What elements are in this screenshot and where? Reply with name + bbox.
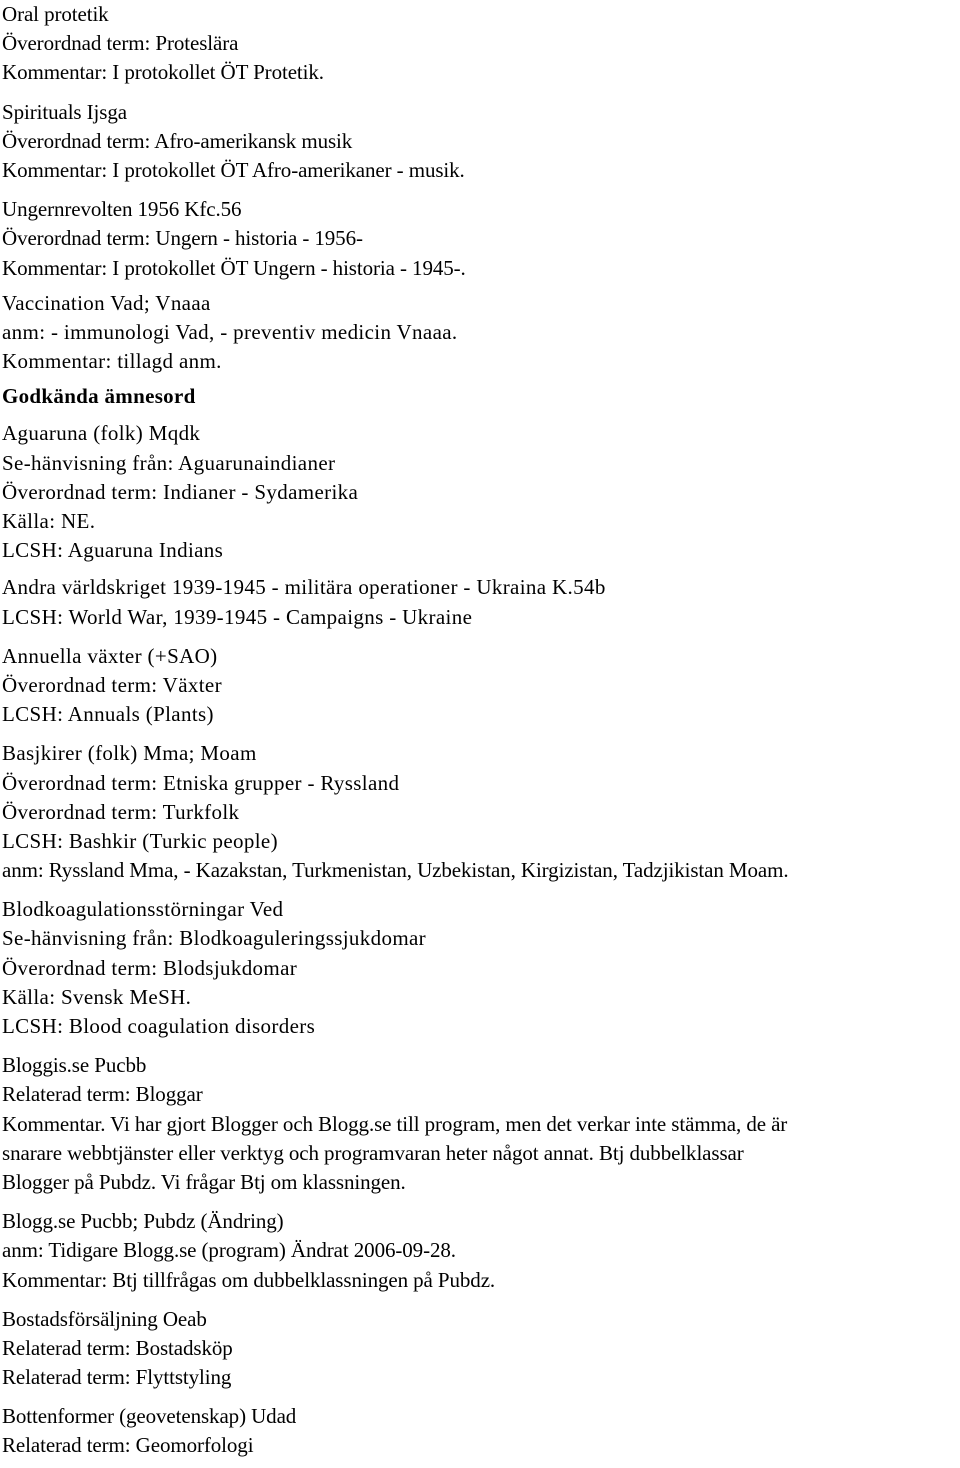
- entry-comment: Kommentar: I protokollet ÖT Afro-amerikaner - musik.: [2, 157, 465, 182]
- entry-spirituals: [2, 98, 958, 186]
- entry-lcsh: LCSH: Annuals (Plants): [2, 702, 214, 727]
- entry-term: Bostadsförsäljning Oeab: [2, 1306, 207, 1331]
- entry-note: anm: Tidigare Blogg.se (program) Ändrat 2006-09-28.: [2, 1238, 456, 1263]
- entry-bottenformer: [2, 1402, 958, 1460]
- entry-ungernrevolten: [2, 195, 958, 283]
- entry-blogg-se: [2, 1207, 958, 1295]
- entry-annuella-vaxter: [2, 642, 958, 730]
- document-page: [2, 0, 958, 1461]
- section-heading: Godkända ämnesord: [2, 384, 196, 409]
- entry-note: anm: - immunologi Vad, - preventiv medicin Vnaaa.: [2, 319, 458, 344]
- entry-andra-varldskriget: [2, 573, 958, 631]
- entry-broader-term: Överordnad term: Ungern - historia - 1956-: [2, 226, 363, 251]
- entry-aguaruna: [2, 419, 958, 565]
- entry-broader-term: Överordnad term: Blodsjukdomar: [2, 955, 298, 980]
- entry-term: Annuella växter (+SAO): [2, 643, 218, 668]
- entry-term: Andra världskriget 1939-1945 - militära operationer - Ukraina K.54b: [2, 575, 606, 600]
- entry-term: Blodkoagulationsstörningar Ved: [2, 897, 284, 922]
- entry-related-term: Relaterad term: Bostadsköp: [2, 1335, 233, 1360]
- entry-bloggis: [2, 1051, 958, 1197]
- entry-related-term: Relaterad term: Flyttstyling: [2, 1365, 232, 1390]
- entry-term: Basjkirer (folk) Mma; Moam: [2, 741, 257, 766]
- entry-broader-term: Överordnad term: Proteslära: [2, 31, 239, 56]
- entry-blodkoagulationsstorningar: [2, 895, 958, 1041]
- entry-term: Ungernrevolten 1956 Kfc.56: [2, 197, 242, 222]
- entry-comment: Kommentar: Btj tillfrågas om dubbelklassningen på Pubdz.: [2, 1267, 496, 1292]
- entry-broader-term: Överordnad term: Växter: [2, 672, 222, 697]
- entry-comment-line: Blogger på Pubdz. Vi frågar Btj om klassningen.: [2, 1169, 406, 1194]
- entry-broader-term: Överordnad term: Turkfolk: [2, 799, 240, 824]
- entry-comment-line: Kommentar. Vi har gjort Blogger och Blogg.se till program, men det verkar inte stämma, de är: [2, 1111, 788, 1136]
- entry-related-term: Relaterad term: Geomorfologi: [2, 1433, 254, 1458]
- entry-term: Blogg.se Pucbb; Pubdz (Ändring): [2, 1209, 284, 1234]
- entry-comment: Kommentar: I protokollet ÖT Ungern - historia - 1945-.: [2, 255, 466, 280]
- entry-broader-term: Överordnad term: Indianer - Sydamerika: [2, 479, 359, 504]
- entry-term: Vaccination Vad; Vnaaa: [2, 290, 211, 315]
- entry-term: Bottenformer (geovetenskap) Udad: [2, 1404, 297, 1429]
- entry-lcsh: LCSH: Blood coagulation disorders: [2, 1014, 316, 1038]
- entry-basjkirer: [2, 739, 958, 885]
- entry-source: Källa: Svensk MeSH.: [2, 984, 192, 1009]
- entry-vaccination: [2, 289, 958, 377]
- entry-see-reference: Se-hänvisning från: Blodkoaguleringssjukdomar: [2, 926, 427, 951]
- entry-broader-term: Överordnad term: Etniska grupper - Ryssland: [2, 770, 400, 795]
- entry-broader-term: Överordnad term: Afro-amerikansk musik: [2, 128, 353, 153]
- entry-comment: Kommentar: tillagd anm.: [2, 349, 222, 374]
- entry-term: Aguaruna (folk) Mqdk: [2, 421, 201, 446]
- entry-oral-protetik: [2, 0, 958, 88]
- entry-term: Bloggis.se Pucbb: [2, 1053, 147, 1078]
- entry-comment-line: snarare webbtjänster eller verktyg och programvaran heter något annat. Btj dubbelklassar: [2, 1140, 744, 1165]
- entry-see-reference: Se-hänvisning från: Aguarunaindianer: [2, 450, 336, 475]
- entry-related-term: Relaterad term: Bloggar: [2, 1082, 203, 1107]
- entry-lcsh: LCSH: World War, 1939-1945 - Campaigns - Ukraine: [2, 604, 473, 629]
- entry-note: anm: Ryssland Mma, - Kazakstan, Turkmenistan, Uzbekistan, Kirgizistan, Tadzjikistan Moam.: [2, 858, 789, 883]
- entry-bostadsforsaljning: [2, 1305, 958, 1393]
- entry-term: Oral protetik: [2, 2, 109, 26]
- entry-lcsh: LCSH: Aguaruna Indians: [2, 538, 224, 563]
- entry-term: Spirituals Ijsga: [2, 99, 127, 124]
- entry-source: Källa: NE.: [2, 509, 96, 533]
- entry-comment: Kommentar: I protokollet ÖT Protetik.: [2, 60, 324, 85]
- entry-lcsh: LCSH: Bashkir (Turkic people): [2, 828, 278, 853]
